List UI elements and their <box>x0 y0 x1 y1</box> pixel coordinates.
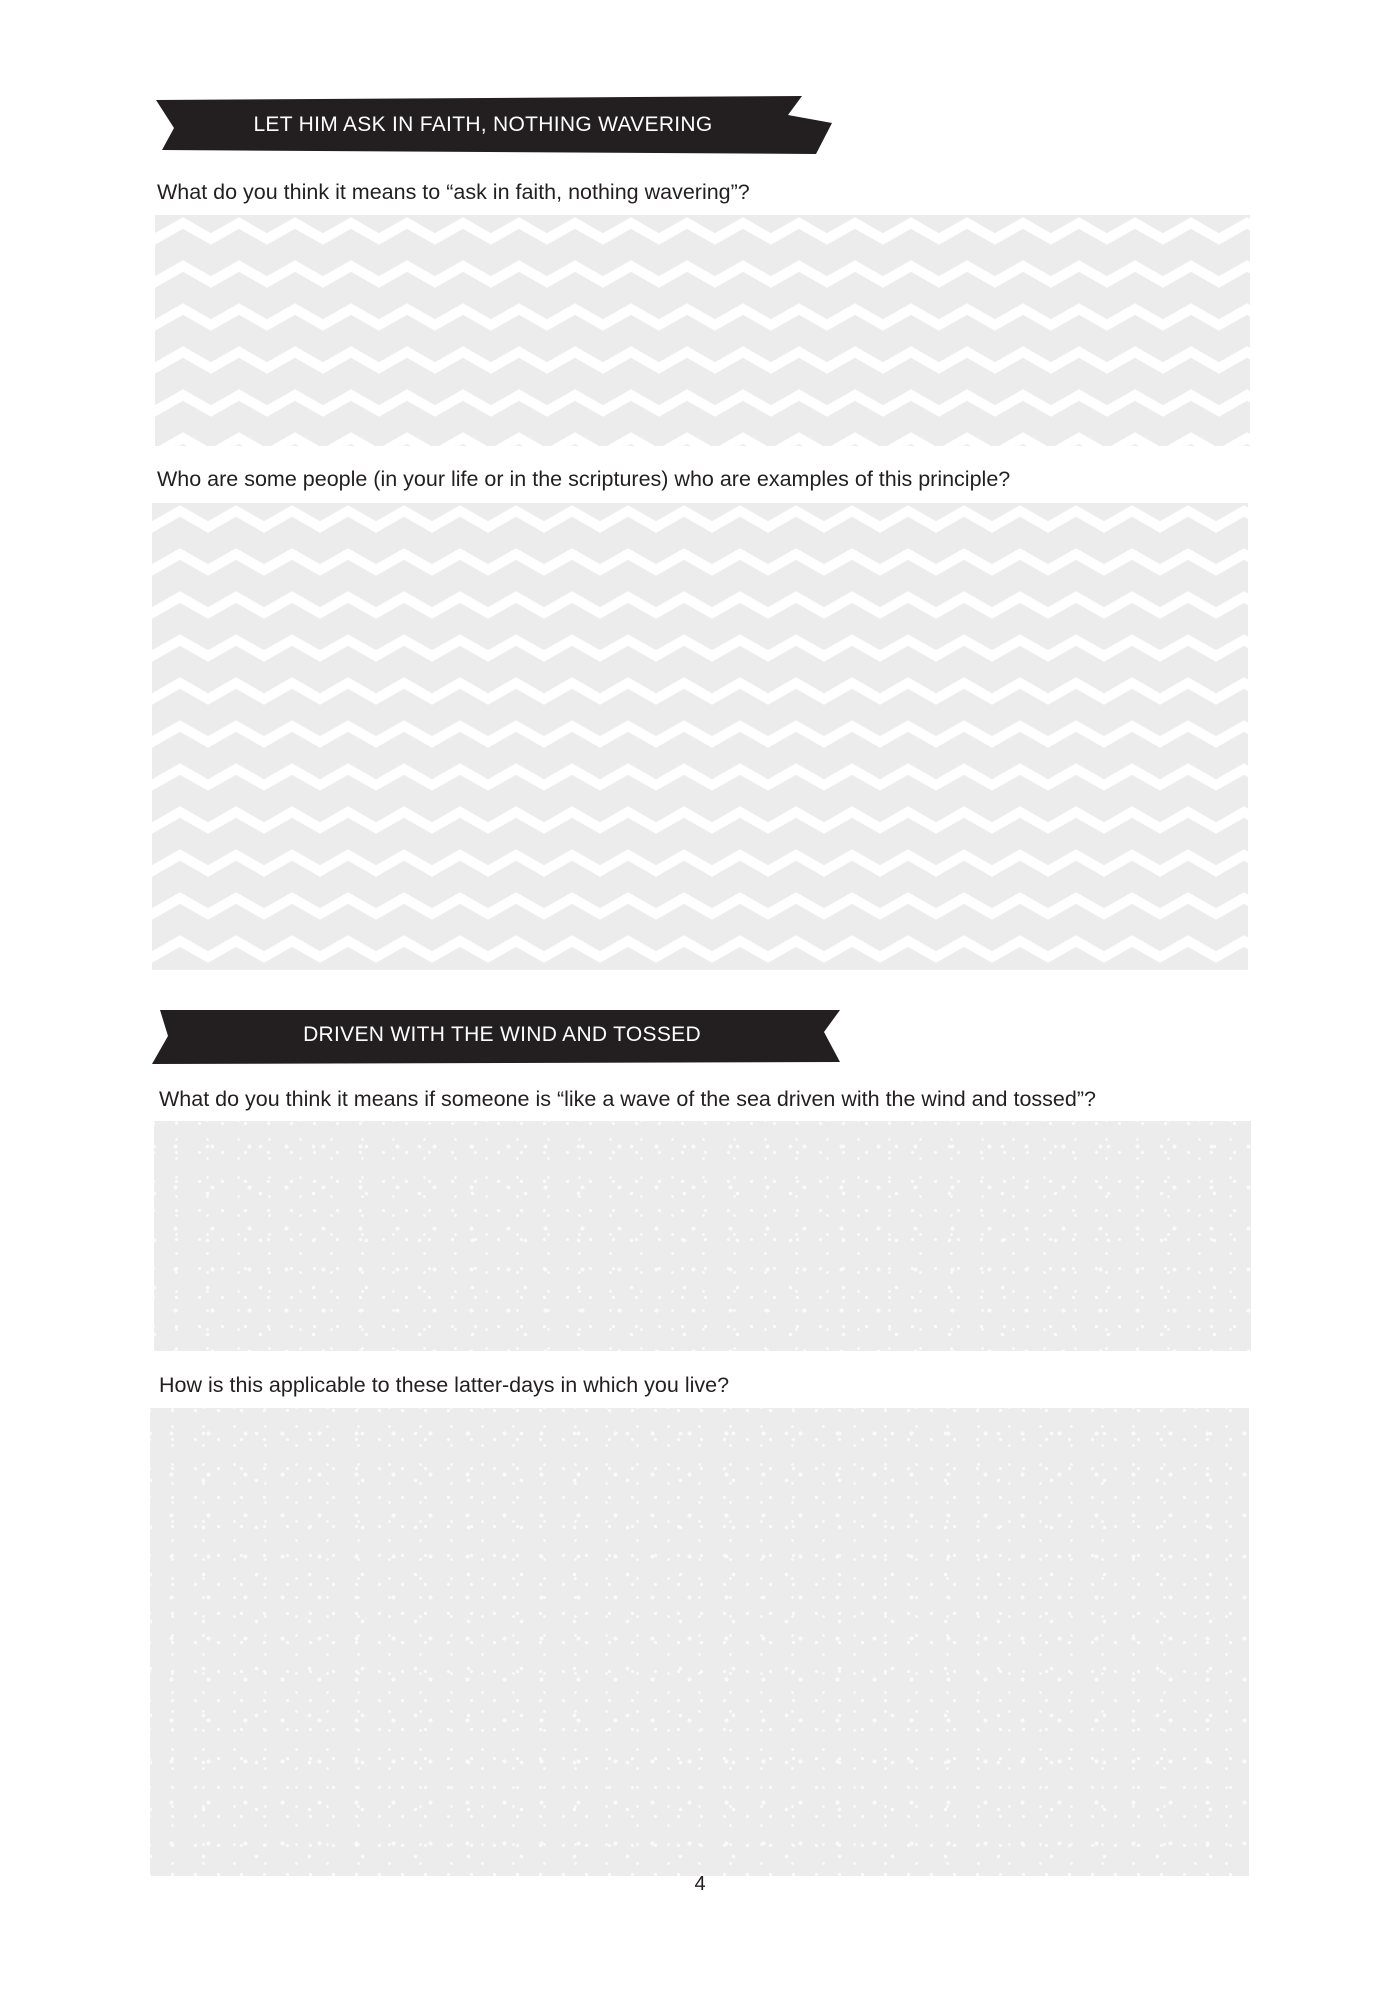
question-4: How is this applicable to these latter-days in which you live? <box>159 1373 730 1397</box>
section-banner-wind <box>152 1006 844 1064</box>
answer-box-1[interactable] <box>155 215 1250 446</box>
question-1: What do you think it means to “ask in faith, nothing wavering”? <box>157 180 750 204</box>
answer-box-4[interactable] <box>150 1408 1249 1876</box>
answer-box-3[interactable] <box>154 1121 1251 1351</box>
section-title: LET HIM ASK IN FAITH, NOTHING WAVERING <box>253 113 713 136</box>
section-title: DRIVEN WITH THE WIND AND TOSSED <box>303 1023 701 1046</box>
question-2: Who are some people (in your life or in the scriptures) who are examples of this principle? <box>157 467 1011 491</box>
section-banner-faith <box>152 96 836 154</box>
question-3: What do you think it means if someone is “like a wave of the sea driven with the wind and tossed”? <box>159 1087 1096 1111</box>
answer-box-2[interactable] <box>152 503 1248 970</box>
page-number: 4 <box>694 1873 706 1895</box>
